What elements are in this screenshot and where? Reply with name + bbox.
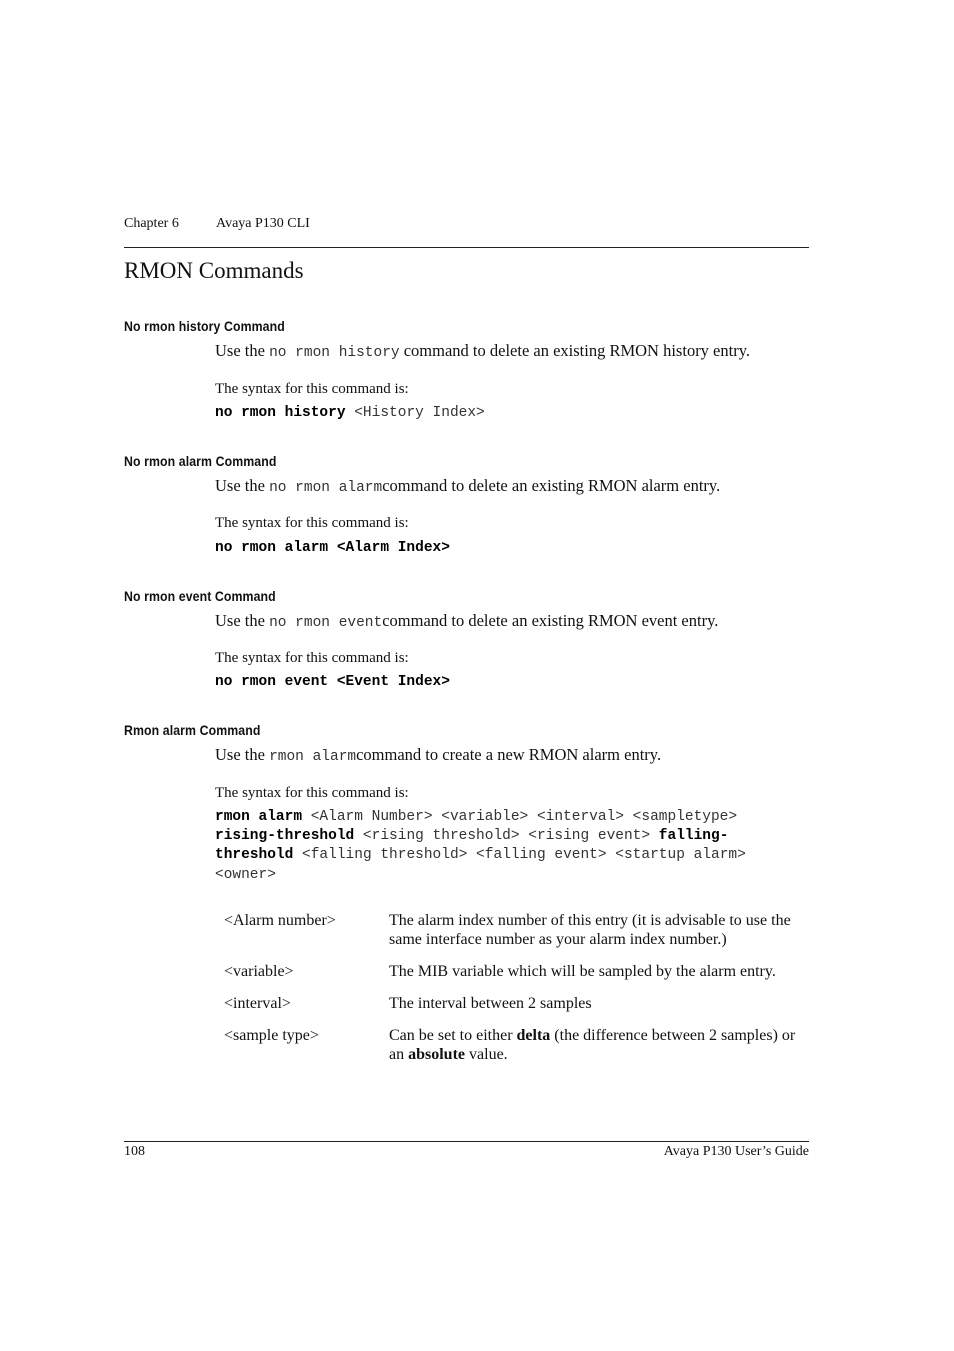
section-heading-rmon-alarm: Rmon alarm Command (124, 722, 261, 738)
syntax-intro: The syntax for this command is: (215, 515, 409, 531)
syntax-line (215, 405, 485, 421)
syntax-line (215, 847, 746, 863)
syntax-keyword: threshold (215, 847, 294, 863)
section-description (215, 341, 750, 361)
desc-text: Use the (215, 745, 265, 764)
header-rule (124, 247, 809, 248)
syntax-keyword: falling- (658, 828, 729, 844)
desc-emphasis: absolute (408, 1046, 466, 1063)
parameter-description: The MIB variable which will be sampled by the alarm entry. (389, 963, 776, 980)
desc-emphasis: delta (516, 1027, 551, 1044)
syntax-line (215, 809, 737, 825)
section-heading-no-rmon-history: No rmon history Command (124, 318, 285, 334)
section-heading-no-rmon-event: No rmon event Command (124, 588, 276, 604)
parameter-row (224, 911, 799, 949)
syntax-keyword: no rmon event <Event Index> (215, 674, 450, 690)
section-description (215, 476, 720, 496)
section-heading-no-rmon-alarm: No rmon alarm Command (124, 453, 277, 469)
inline-code: rmon alarm (269, 749, 357, 765)
inline-code: no rmon event (269, 615, 383, 631)
parameter-name: <variable> (224, 963, 294, 980)
parameter-row (224, 962, 799, 981)
syntax-line (215, 867, 276, 883)
section-description (215, 611, 718, 631)
desc-text: Use the (215, 341, 265, 360)
section-description (215, 745, 661, 765)
syntax-argument: <falling threshold> <falling event> <startup alarm> (293, 847, 746, 863)
footer-rule (124, 1141, 809, 1142)
syntax-argument: <rising threshold> <rising event> (354, 828, 659, 844)
parameter-name: <sample type> (224, 1027, 319, 1044)
parameter-table (224, 911, 799, 1077)
syntax-keyword: rmon alarm (215, 809, 303, 825)
page-title: RMON Commands (124, 258, 304, 283)
desc-text: Use the (215, 476, 265, 495)
syntax-argument: <owner> (215, 867, 276, 883)
chapter-label: Chapter 6 (124, 216, 179, 231)
syntax-argument: <History Index> (354, 405, 485, 421)
desc-text: Use the (215, 611, 265, 630)
desc-text: (the difference between 2 samples) or an (389, 1027, 800, 1063)
desc-text: command to delete an existing RMON history entry. (403, 341, 751, 360)
inline-code: no rmon history (269, 345, 400, 361)
syntax-line (215, 828, 728, 844)
syntax-intro: The syntax for this command is: (215, 650, 409, 666)
syntax-line (215, 674, 450, 690)
desc-text: command to create a new RMON alarm entry. (356, 745, 662, 764)
parameter-row (224, 1026, 799, 1064)
parameter-description: The interval between 2 samples (389, 995, 592, 1012)
desc-text: command to delete an existing RMON alarm entry. (382, 476, 721, 495)
syntax-intro: The syntax for this command is: (215, 785, 409, 801)
syntax-keyword: no rmon history (215, 405, 346, 421)
parameter-description: The alarm index number of this entry (it is advisable to use the same interface number as your alarm index number.) (389, 912, 791, 948)
parameter-row (224, 994, 799, 1013)
syntax-keyword: rising-threshold (215, 828, 355, 844)
parameter-name: <Alarm number> (224, 912, 336, 929)
inline-code: no rmon alarm (269, 480, 383, 496)
desc-text: value. (465, 1046, 508, 1063)
parameter-name: <interval> (224, 995, 291, 1012)
desc-text: command to delete an existing RMON event entry. (382, 611, 719, 630)
syntax-argument: <Alarm Number> <variable> <interval> <sampletype> (302, 809, 738, 825)
page-number: 108 (124, 1144, 145, 1159)
parameter-description (389, 1026, 799, 1064)
syntax-keyword: no rmon alarm <Alarm Index> (215, 540, 450, 556)
guide-title: Avaya P130 User’s Guide (663, 1144, 809, 1159)
syntax-line (215, 540, 450, 556)
chapter-title: Avaya P130 CLI (216, 216, 310, 231)
syntax-intro: The syntax for this command is: (215, 381, 409, 397)
desc-text: Can be set to either (389, 1027, 517, 1044)
